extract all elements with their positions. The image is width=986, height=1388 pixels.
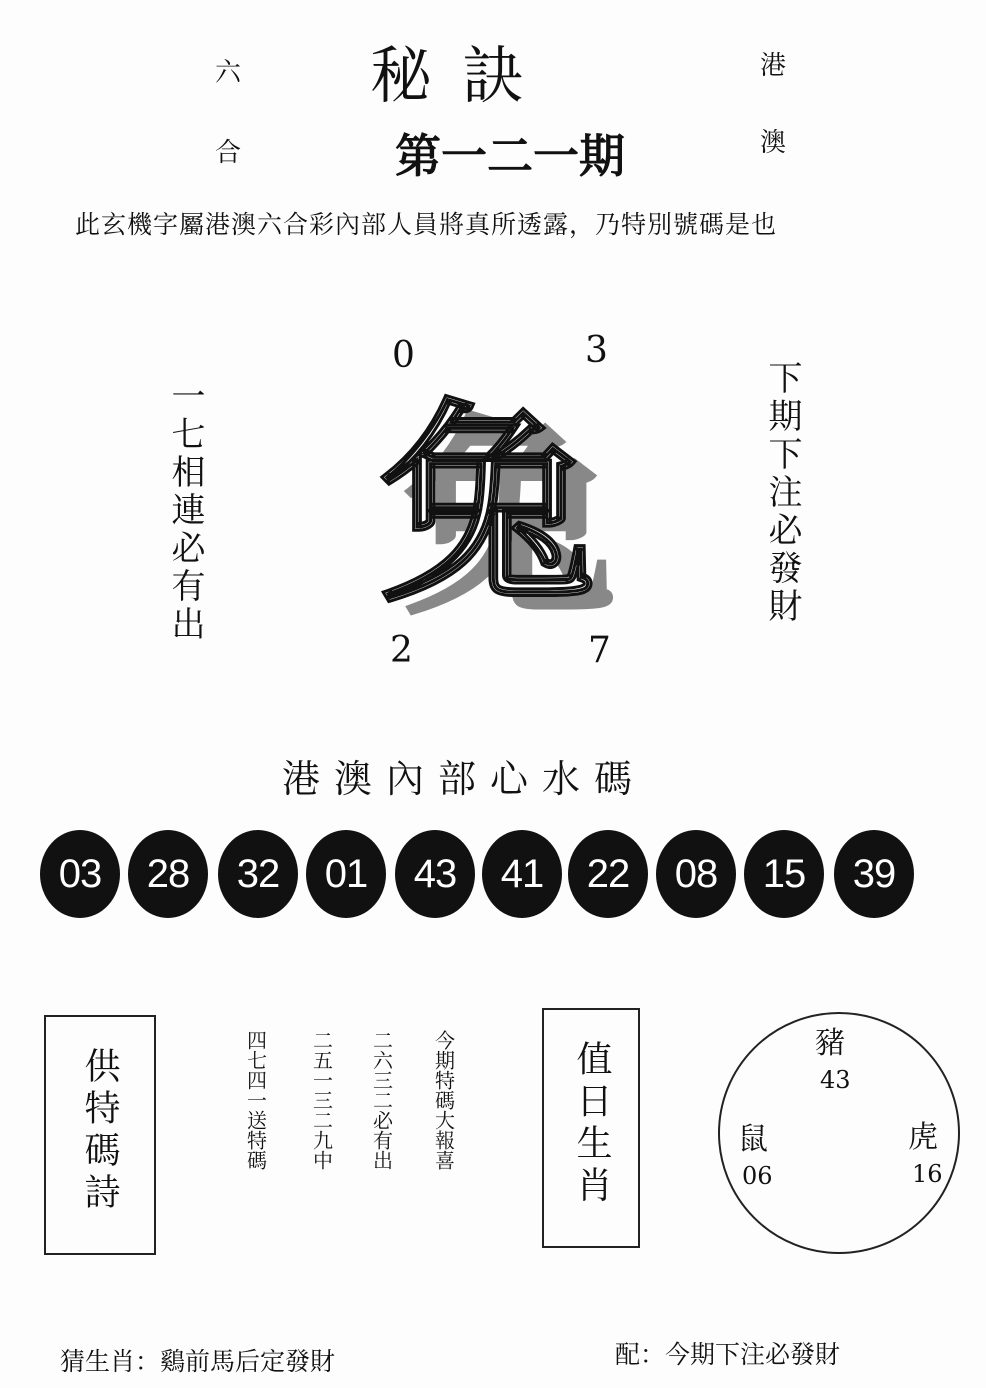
center-number: 7	[588, 630, 611, 671]
number-ball: 43	[395, 830, 475, 918]
subtitle: 此玄機字屬港澳六合彩內部人員將真所透露，乃特別號碼是也	[75, 210, 778, 239]
zodiac-animal: 豬	[815, 1026, 845, 1061]
header-right-bottom: 澳	[760, 128, 787, 158]
header-left-top: 六	[215, 58, 242, 88]
right-vertical-text: 下期下注必發財	[762, 360, 802, 626]
zodiac-number: 43	[820, 1066, 851, 1094]
number-ball: 28	[128, 830, 208, 918]
zodiac-number: 06	[742, 1162, 773, 1190]
poem-column: 二五一三二九中	[309, 1030, 334, 1170]
zodiac-box	[542, 1008, 640, 1248]
poem-box	[44, 1015, 156, 1255]
number-ball: 41	[482, 830, 562, 918]
poem-column: 四七四一送特碼	[243, 1030, 268, 1170]
center-number: 3	[585, 330, 608, 371]
number-ball: 03	[40, 830, 120, 918]
number-ball: 22	[568, 830, 648, 918]
footer-left: 猜生肖：鷄前馬后定發財	[60, 1347, 336, 1376]
zodiac-animal: 鼠	[738, 1122, 768, 1157]
header-right-top: 港	[760, 51, 787, 81]
header-left-bottom: 合	[215, 138, 242, 168]
title: 秘訣	[370, 39, 555, 112]
number-ball: 15	[744, 830, 824, 918]
poem-box-label: 供特碼詩	[79, 1047, 120, 1215]
rabbit-character: 兔	[380, 379, 595, 632]
zodiac-animal: 虎	[908, 1120, 938, 1155]
issue-number: 第一二一期	[395, 129, 625, 183]
footer-right: 配：今期下注必發財	[615, 1340, 841, 1369]
number-ball: 01	[306, 830, 386, 918]
number-ball: 08	[656, 830, 736, 918]
zodiac-number: 16	[912, 1160, 943, 1188]
zodiac-box-label: 值日生肖	[571, 1040, 612, 1208]
poem-column: 今期特碼大報喜	[431, 1030, 456, 1170]
number-ball: 32	[218, 830, 298, 918]
section-title: 港澳內部心水碼	[282, 757, 647, 801]
number-ball: 39	[834, 830, 914, 918]
center-number: 0	[392, 335, 415, 376]
center-number: 2	[390, 630, 413, 671]
left-vertical-text: 一七相連必有出	[165, 378, 205, 644]
poem-column: 二六三二必有出	[369, 1030, 394, 1170]
